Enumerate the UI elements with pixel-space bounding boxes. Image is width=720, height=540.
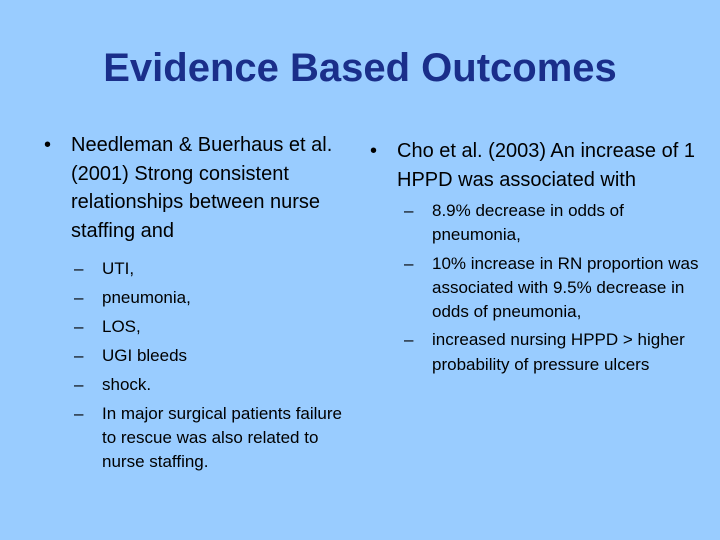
- right-column: [370, 137, 700, 381]
- dash-marker: –: [74, 375, 84, 394]
- right-main-bullet: [370, 137, 700, 194]
- list-item-text: pneumonia,: [102, 288, 191, 307]
- bullet-marker: •: [370, 140, 378, 162]
- list-item-text: 10% increase in RN proportion was associated with 9.5% decrease in odds of pneumonia,: [432, 253, 699, 322]
- dash-marker: –: [404, 201, 414, 220]
- list-item-text: UGI bleeds: [102, 346, 188, 365]
- left-main-bullet: [44, 131, 344, 245]
- list-item: [74, 373, 344, 398]
- slide-title: Evidence Based Outcomes: [103, 46, 617, 90]
- dash-marker: –: [74, 317, 84, 336]
- dash-marker: –: [74, 404, 84, 423]
- right-main-text: Cho et al. (2003) An increase of 1 HPPD was associated with: [397, 140, 695, 191]
- list-item-text: 8.9% decrease in odds of pneumonia,: [432, 201, 624, 245]
- list-item-text: increased nursing HPPD > higher probability of pressure ulcers: [432, 330, 685, 374]
- list-item: [74, 315, 344, 340]
- list-item: [74, 286, 344, 311]
- dash-marker: –: [404, 253, 414, 273]
- dash-marker: –: [74, 346, 84, 365]
- list-item-text: In major surgical patients failure to rescue was also related to nurse staffing.: [102, 404, 343, 472]
- list-item: [74, 344, 344, 369]
- dash-marker: –: [74, 259, 84, 278]
- list-item-text: UTI,: [102, 259, 135, 278]
- list-item-text: shock.: [102, 375, 152, 394]
- left-sub-list: [44, 257, 344, 475]
- list-item: [74, 257, 344, 282]
- list-item-text: LOS,: [102, 317, 141, 336]
- list-item: [74, 402, 344, 475]
- dash-marker: –: [74, 288, 84, 307]
- bullet-marker: •: [44, 134, 52, 156]
- list-item: [404, 328, 700, 377]
- list-item: [404, 252, 700, 325]
- dash-marker: –: [404, 330, 414, 350]
- right-sub-list: [370, 199, 700, 377]
- left-main-text: Needleman & Buerhaus et al. (2001) Strong consistent relationships between nurse staffing and: [71, 134, 333, 242]
- list-item: [404, 199, 700, 248]
- left-column: [44, 131, 344, 479]
